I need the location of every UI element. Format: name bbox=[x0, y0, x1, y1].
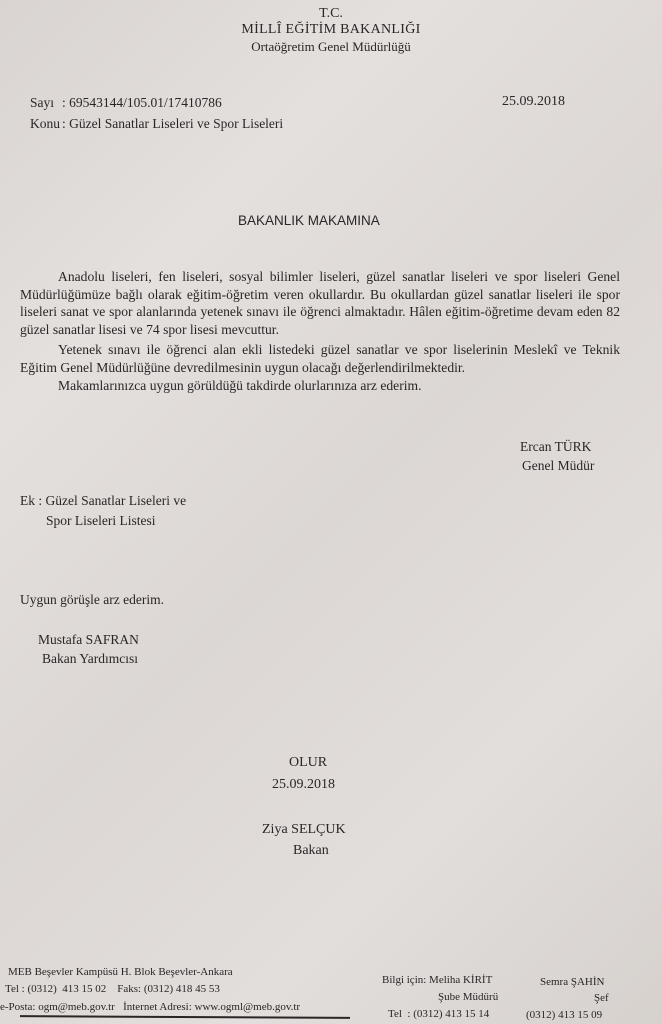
signatory-name: Ercan TÜRK bbox=[520, 439, 592, 454]
recommender-name: Mustafa SAFRAN bbox=[38, 632, 139, 647]
footer-divider bbox=[20, 1015, 350, 1019]
info-contact-2-tel: (0312) 413 15 09 bbox=[526, 1009, 603, 1021]
header-tc: T.C. bbox=[319, 6, 343, 21]
footer-email-web: e-Posta: ogm@meb.gov.tr İnternet Adresi: www.ogml@meb.gov.tr bbox=[0, 1001, 301, 1013]
footer-tel-fax: Tel : (0312) 413 15 02 Faks: (0312) 418 45 53 bbox=[5, 983, 220, 995]
paragraph-2: Yetenek sınavı ile öğrenci alan ekli listedeki güzel sanatlar ve spor liselerinin Meslekî ve Teknik Eğitim Genel Müdürlüğüne devredilmesinin uygun olacağı değerlendirilmektedir. bbox=[20, 342, 620, 375]
sayi-value: : 69543144/105.01/17410786 bbox=[62, 95, 222, 110]
sayi-label: Sayı bbox=[30, 95, 55, 110]
attachment-line2: Spor Liseleri Listesi bbox=[46, 513, 156, 528]
konu-label: Konu bbox=[30, 116, 60, 131]
approval-label: OLUR bbox=[289, 755, 328, 770]
info-contact-1-name: Bilgi için: Meliha KİRİT bbox=[382, 974, 493, 986]
footer-address: MEB Beşevler Kampüsü H. Blok Beşevler-Ankara bbox=[8, 966, 233, 978]
paragraph-1: Anadolu liseleri, fen liseleri, sosyal bilimler liseleri, güzel sanatlar liseleri ve spor liseleri Genel Müdürlüğümüze bağlı olarak eğitim-öğretim veren okullardır. Bu okullardan güzel sanatlar liseleri ile spor liseleri sanat ve spor alanlarında yetenek sınavı ile öğrenci almaktadır. Hâlen eğitim-öğretime devam eden 82 güzel sanatlar lisesi ve 74 spor lisesi mevcuttur. bbox=[20, 269, 620, 337]
signatory-title: Genel Müdür bbox=[522, 458, 595, 473]
recommendation-text: Uygun görüşle arz ederim. bbox=[20, 592, 164, 607]
konu-value: : Güzel Sanatlar Liseleri ve Spor Liseleri bbox=[62, 116, 284, 131]
minister-name: Ziya SELÇUK bbox=[262, 822, 346, 837]
document-date: 25.09.2018 bbox=[502, 94, 565, 109]
info-contact-1-title: Şube Müdürü bbox=[438, 991, 499, 1003]
minister-title: Bakan bbox=[293, 843, 329, 858]
info-contact-2-title: Şef bbox=[594, 992, 609, 1004]
info-contact-2-name: Semra ŞAHİN bbox=[540, 976, 605, 988]
addressee: BAKANLIK MAKAMINA bbox=[238, 213, 380, 228]
header-ministry: MİLLÎ EĞİTİM BAKANLIĞI bbox=[241, 22, 421, 37]
info-contact-1-tel: Tel : (0312) 413 15 14 bbox=[388, 1008, 490, 1020]
header-directorate: Ortaöğretim Genel Müdürlüğü bbox=[251, 39, 411, 54]
recommender-title: Bakan Yardımcısı bbox=[42, 651, 138, 666]
approval-date: 25.09.2018 bbox=[272, 777, 335, 792]
attachment-line1: Ek : Güzel Sanatlar Liseleri ve bbox=[20, 493, 187, 508]
paragraph-3: Makamlarınızca uygun görüldüğü takdirde olurlarınıza arz ederim. bbox=[58, 378, 422, 393]
